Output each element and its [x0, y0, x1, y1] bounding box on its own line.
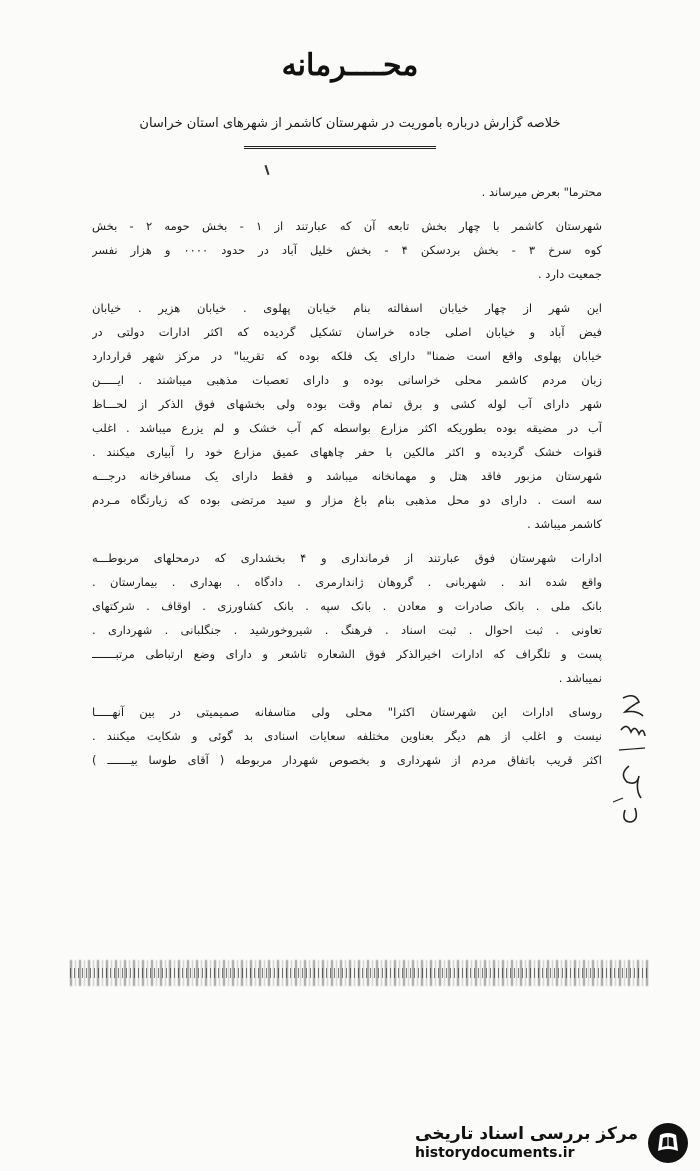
body-line: شهرستان کاشمر با چهار بخش تابعه آن که عبارتند از ۱ - بخش حومه ۲ - بخش [92, 219, 602, 233]
body-line: آب در مضیقه بوده بطوریکه اکثر مزارع بواسطه کم آب خشک و لم یزرع میباشد . اغلب [92, 421, 602, 435]
body-line: ادارات شهرستان فوق عبارتند از فرمانداری و ۴ بخشداری که درمحلهای مربوطـــه [92, 551, 602, 565]
body-line: کوه سرخ ۳ - بخش بردسکن ۴ - بخش خلیل آباد در حدود ۰۰۰۰ و هزار نفسر [92, 243, 602, 257]
body-line: واقع شده اند . شهربانی . گروهان ژاندارمری . دادگاه . بهداری . بیمارستان . [92, 575, 602, 589]
body-line: جمعیت دارد . [537, 267, 602, 281]
archive-watermark [415, 1121, 690, 1165]
document-title: محــــرمانه [281, 48, 419, 83]
subject-underline [244, 146, 436, 149]
pen-mark [265, 165, 270, 175]
body-line: نمیباشد . [558, 671, 602, 685]
archive-logo-icon [646, 1121, 690, 1165]
margin-handwriting [605, 690, 655, 830]
body-line: تعاونی . ثبت احوال . ثبت اسناد . فرهنگ . شیروخورشید . جنگلبانی . شهرداری . [92, 623, 602, 637]
body-line: زبان مردم کاشمر محلی خراسانی بوده و دارای تعصبات مذهبی میباشند . ایـــــن [92, 373, 602, 387]
body-line: اکثر قریب باتفاق مردم از شهرداری و بخصوص شهردار مربوطه ( آقای طوسا بیـــــــ ) [92, 753, 602, 767]
body-line: روسای ادارات این شهرستان اکثرا" محلی ولی متاسفانه صمیمیتی در بین آنهـــــا [92, 705, 602, 719]
body-line: شهر دارای آب لوله کشی و برق تمام وقت بوده ولی بخشهای فوق الذکر از لحـــاظ [92, 397, 602, 411]
body-line: شهرستان مزبور فاقد هتل و مهمانخانه میباشد و فقط دارای یک مسافرخانه درجـــه [92, 469, 602, 483]
body-line: سه است . دارای دو محل مذهبی بنام باغ مزار و سید مرتضی بوده که زیارتگاه مـردم [92, 493, 602, 507]
document-body [92, 180, 602, 772]
body-line: پست و تلگراف که ادارات اخیرالذکر فوق الشعاره تاشعر و دارای وضع ارتباطی مرتبـــــــ [92, 647, 602, 661]
body-line: خیابان پهلوی واقع است ضمنا" دارای یک فلکه بوده که تقریبا" در مرکز شهر قراردارد [92, 349, 602, 363]
body-line: فیض آباد و خیابان اصلی جاده خراسان تشکیل گردیده که اکثر ادارات دولتی در [92, 325, 602, 339]
body-line: کاشمر میباشد . [527, 517, 602, 531]
salutation: محترما" بعرض میرساند . [481, 185, 602, 199]
body-line: این شهر از چهار خیابان اسفالته بنام خیابان پهلوی . خیابان هزیر . خیابان [92, 301, 602, 315]
scan-noise-overlay [70, 968, 650, 978]
subject-line: خلاصه گزارش درباره باموریت در شهرستان کاشمر از شهرهای استان خراسان [139, 116, 561, 131]
watermark-site: historydocuments.ir [415, 1144, 575, 1161]
watermark-title: مرکز بررسی اسناد تاریخی [415, 1124, 638, 1145]
body-line: بانک ملی . بانک صادرات و معادن . بانک سپه . بانک کشاورزی . اوقاف . شرکتهای [92, 599, 602, 613]
watermark-text [415, 1125, 638, 1161]
body-line: قنوات خشک گردیده و اکثر مالکین با حفر چاههای عمیق مزارع خود را آبیاری میکنند . [92, 445, 602, 459]
body-line: نیست و اغلب از هم دیگر بعناوین مختلفه سعایات اسنادی بد گوئی و شکایت میکنند . [92, 729, 602, 743]
